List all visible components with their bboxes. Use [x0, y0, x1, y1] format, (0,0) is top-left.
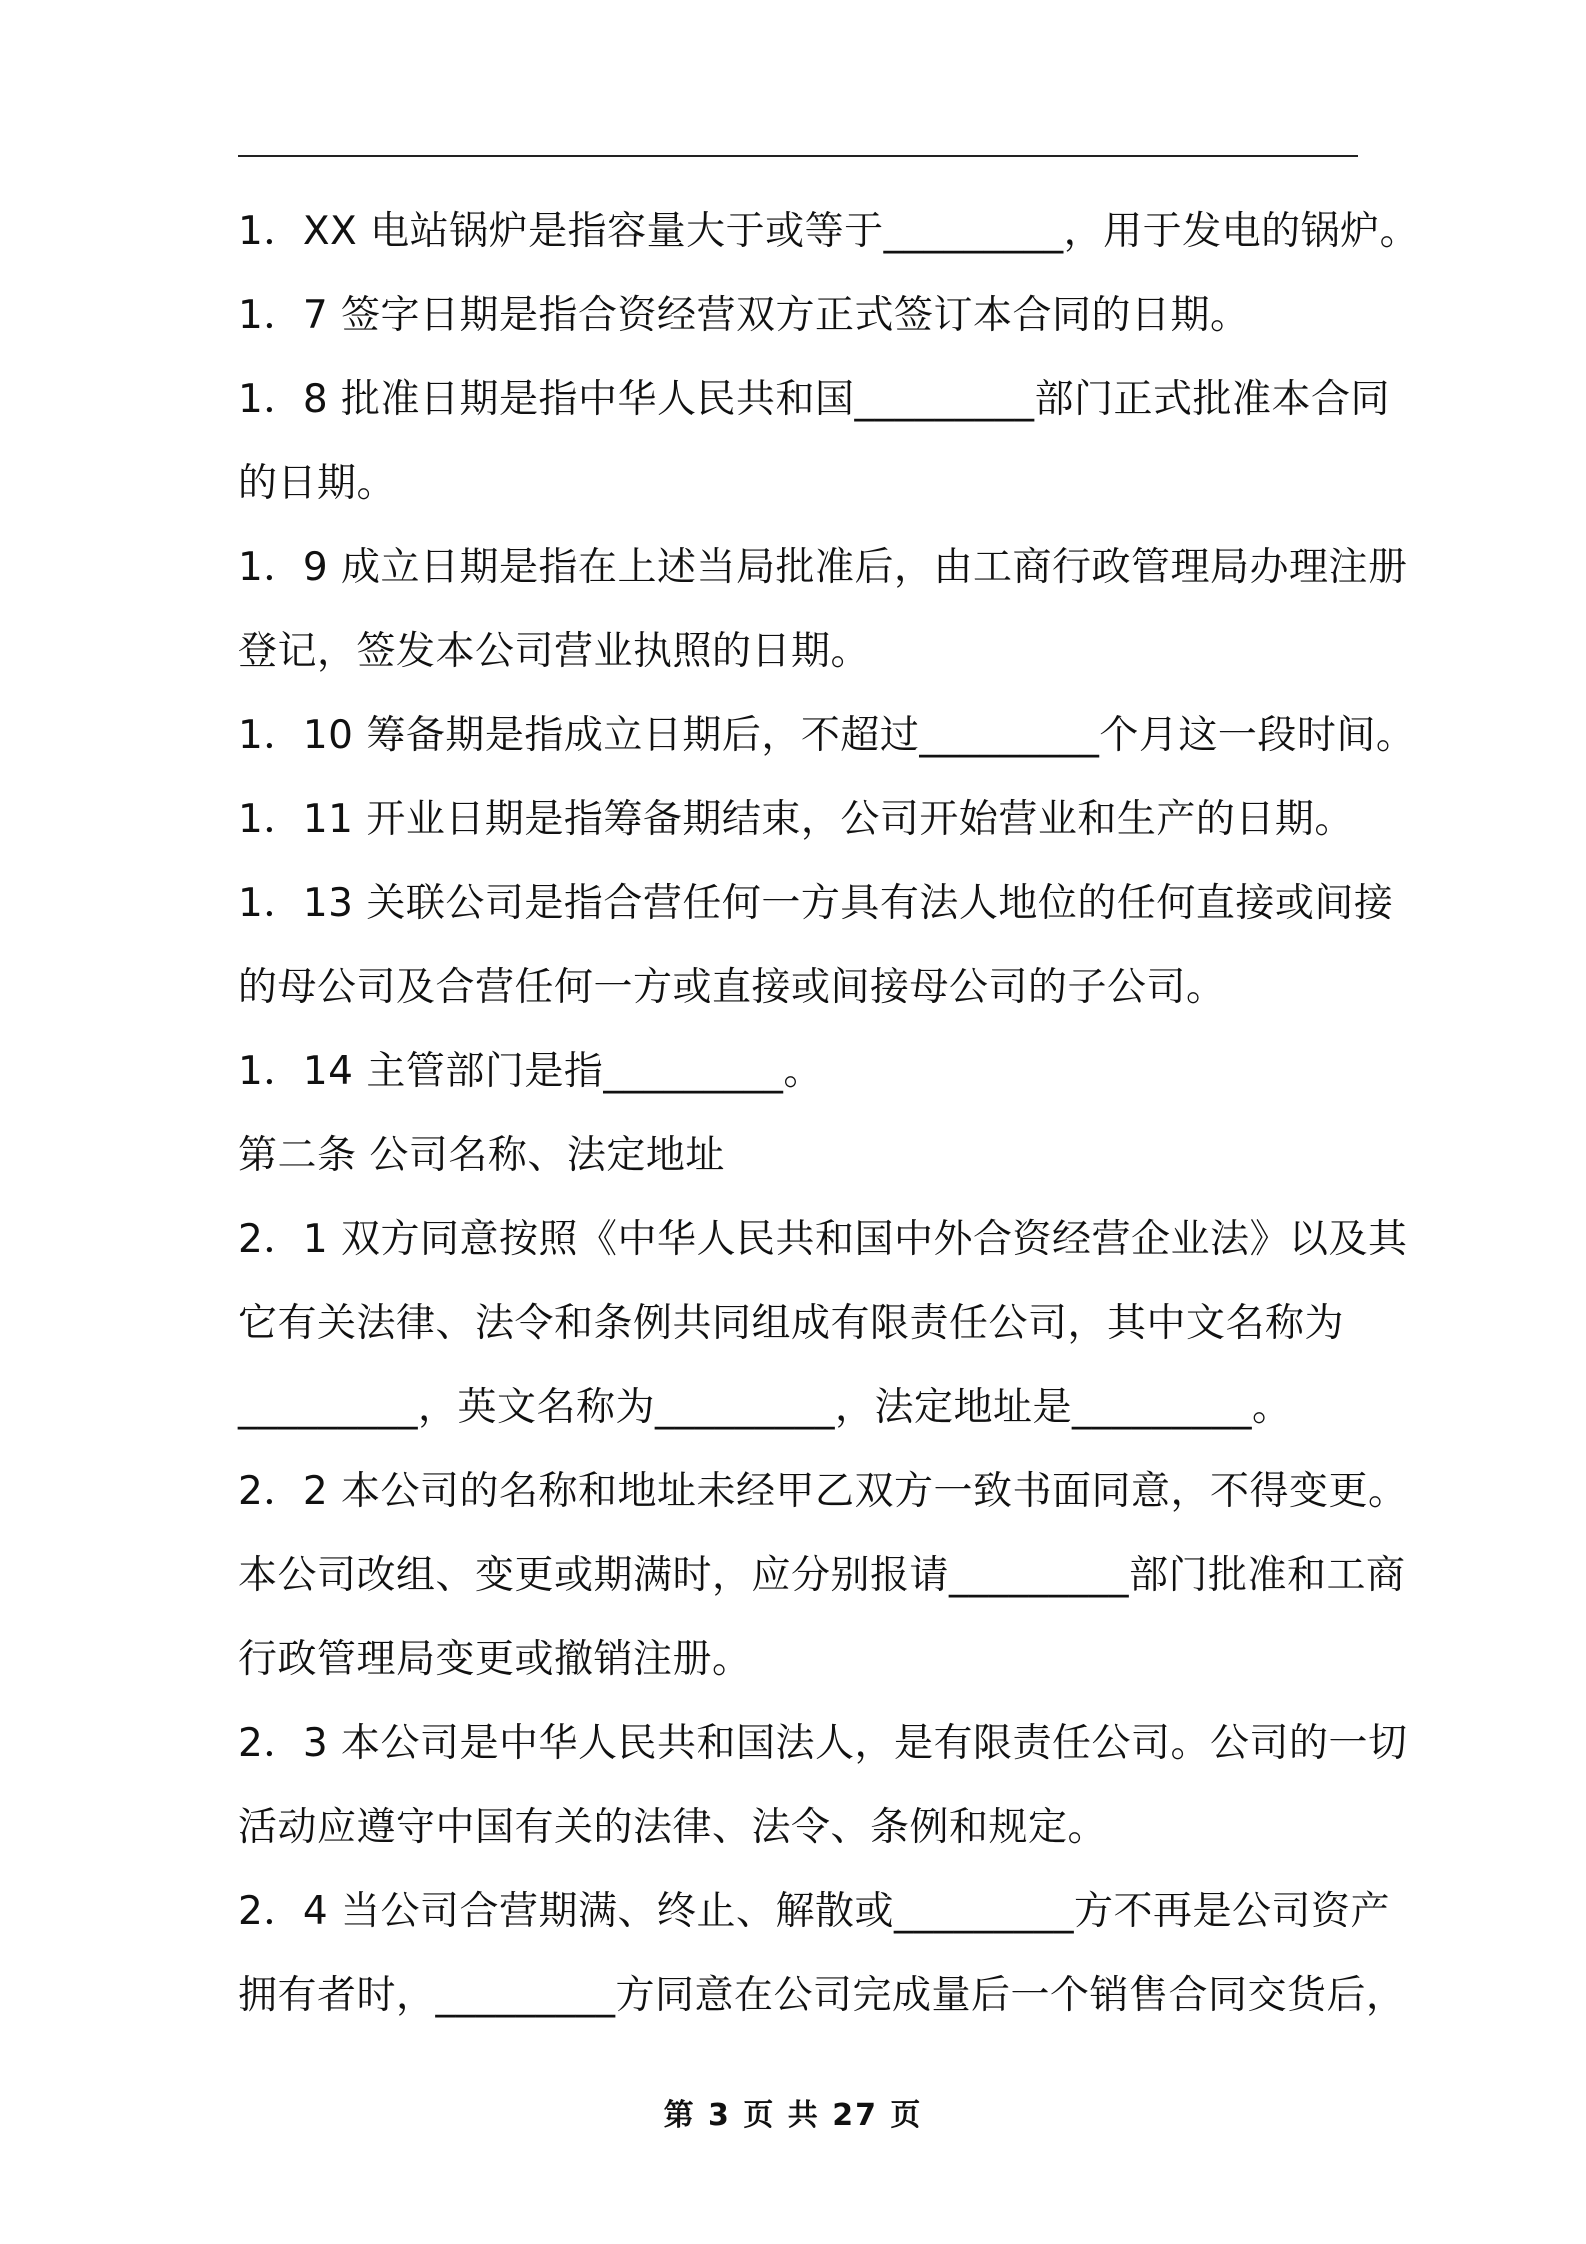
text-line: 的日期。 — [238, 461, 397, 506]
text-line: 1．13 关联公司是指合营任何一方具有法人地位的任何直接或间接 — [238, 881, 1394, 926]
text-line: 行政管理局变更或撤销注册。 — [238, 1637, 752, 1682]
text-line: 2．2 本公司的名称和地址未经甲乙双方一致书面同意，不得变更。 — [238, 1469, 1408, 1514]
text-line: 2．3 本公司是中华人民共和国法人，是有限责任公司。公司的一切 — [238, 1721, 1408, 1766]
text-line: 本公司改组、变更或期满时，应分别报请_________部门批准和工商 — [238, 1553, 1406, 1598]
text-line: 的母公司及合营任何一方或直接或间接母公司的子公司。 — [238, 965, 1226, 1010]
section-heading: 第二条 公司名称、法定地址 — [238, 1133, 725, 1178]
text-line: 1．14 主管部门是指_________。 — [238, 1049, 823, 1094]
header-rule — [238, 155, 1358, 157]
document-body — [238, 190, 1420, 2038]
text-line: 它有关法律、法令和条例共同组成有限责任公司，其中文名称为 — [238, 1301, 1345, 1346]
text-line: 1．10 筹备期是指成立日期后，不超过_________个月这一段时间。 — [238, 713, 1416, 758]
page-footer: 第 3 页 共 27 页 — [663, 2098, 923, 2133]
text-line: 拥有者时，_________方同意在公司完成量后一个销售合同交货后， — [238, 1973, 1406, 2018]
text-line: 1．11 开业日期是指筹备期结束，公司开始营业和生产的日期。 — [238, 797, 1354, 842]
text-line: 活动应遵守中国有关的法律、法令、条例和规定。 — [238, 1805, 1108, 1850]
text-line: 登记，签发本公司营业执照的日期。 — [238, 629, 871, 674]
text-line: _________，英文名称为_________，法定地址是_________。 — [238, 1385, 1292, 1430]
text-line: 1．8 批准日期是指中华人民共和国_________部门正式批准本合同 — [238, 377, 1391, 422]
text-line: 1．7 签字日期是指合资经营双方正式签订本合同的日期。 — [238, 293, 1250, 338]
text-line: 1．9 成立日期是指在上述当局批准后，由工商行政管理局办理注册 — [238, 545, 1408, 590]
text-line: 2．4 当公司合营期满、终止、解散或_________方不再是公司资产 — [238, 1889, 1391, 1934]
text-line: 2．1 双方同意按照《中华人民共和国中外合资经营企业法》以及其 — [238, 1217, 1408, 1262]
text-line: 1．XX 电站锅炉是指容量大于或等于_________，用于发电的锅炉。 — [238, 209, 1420, 254]
